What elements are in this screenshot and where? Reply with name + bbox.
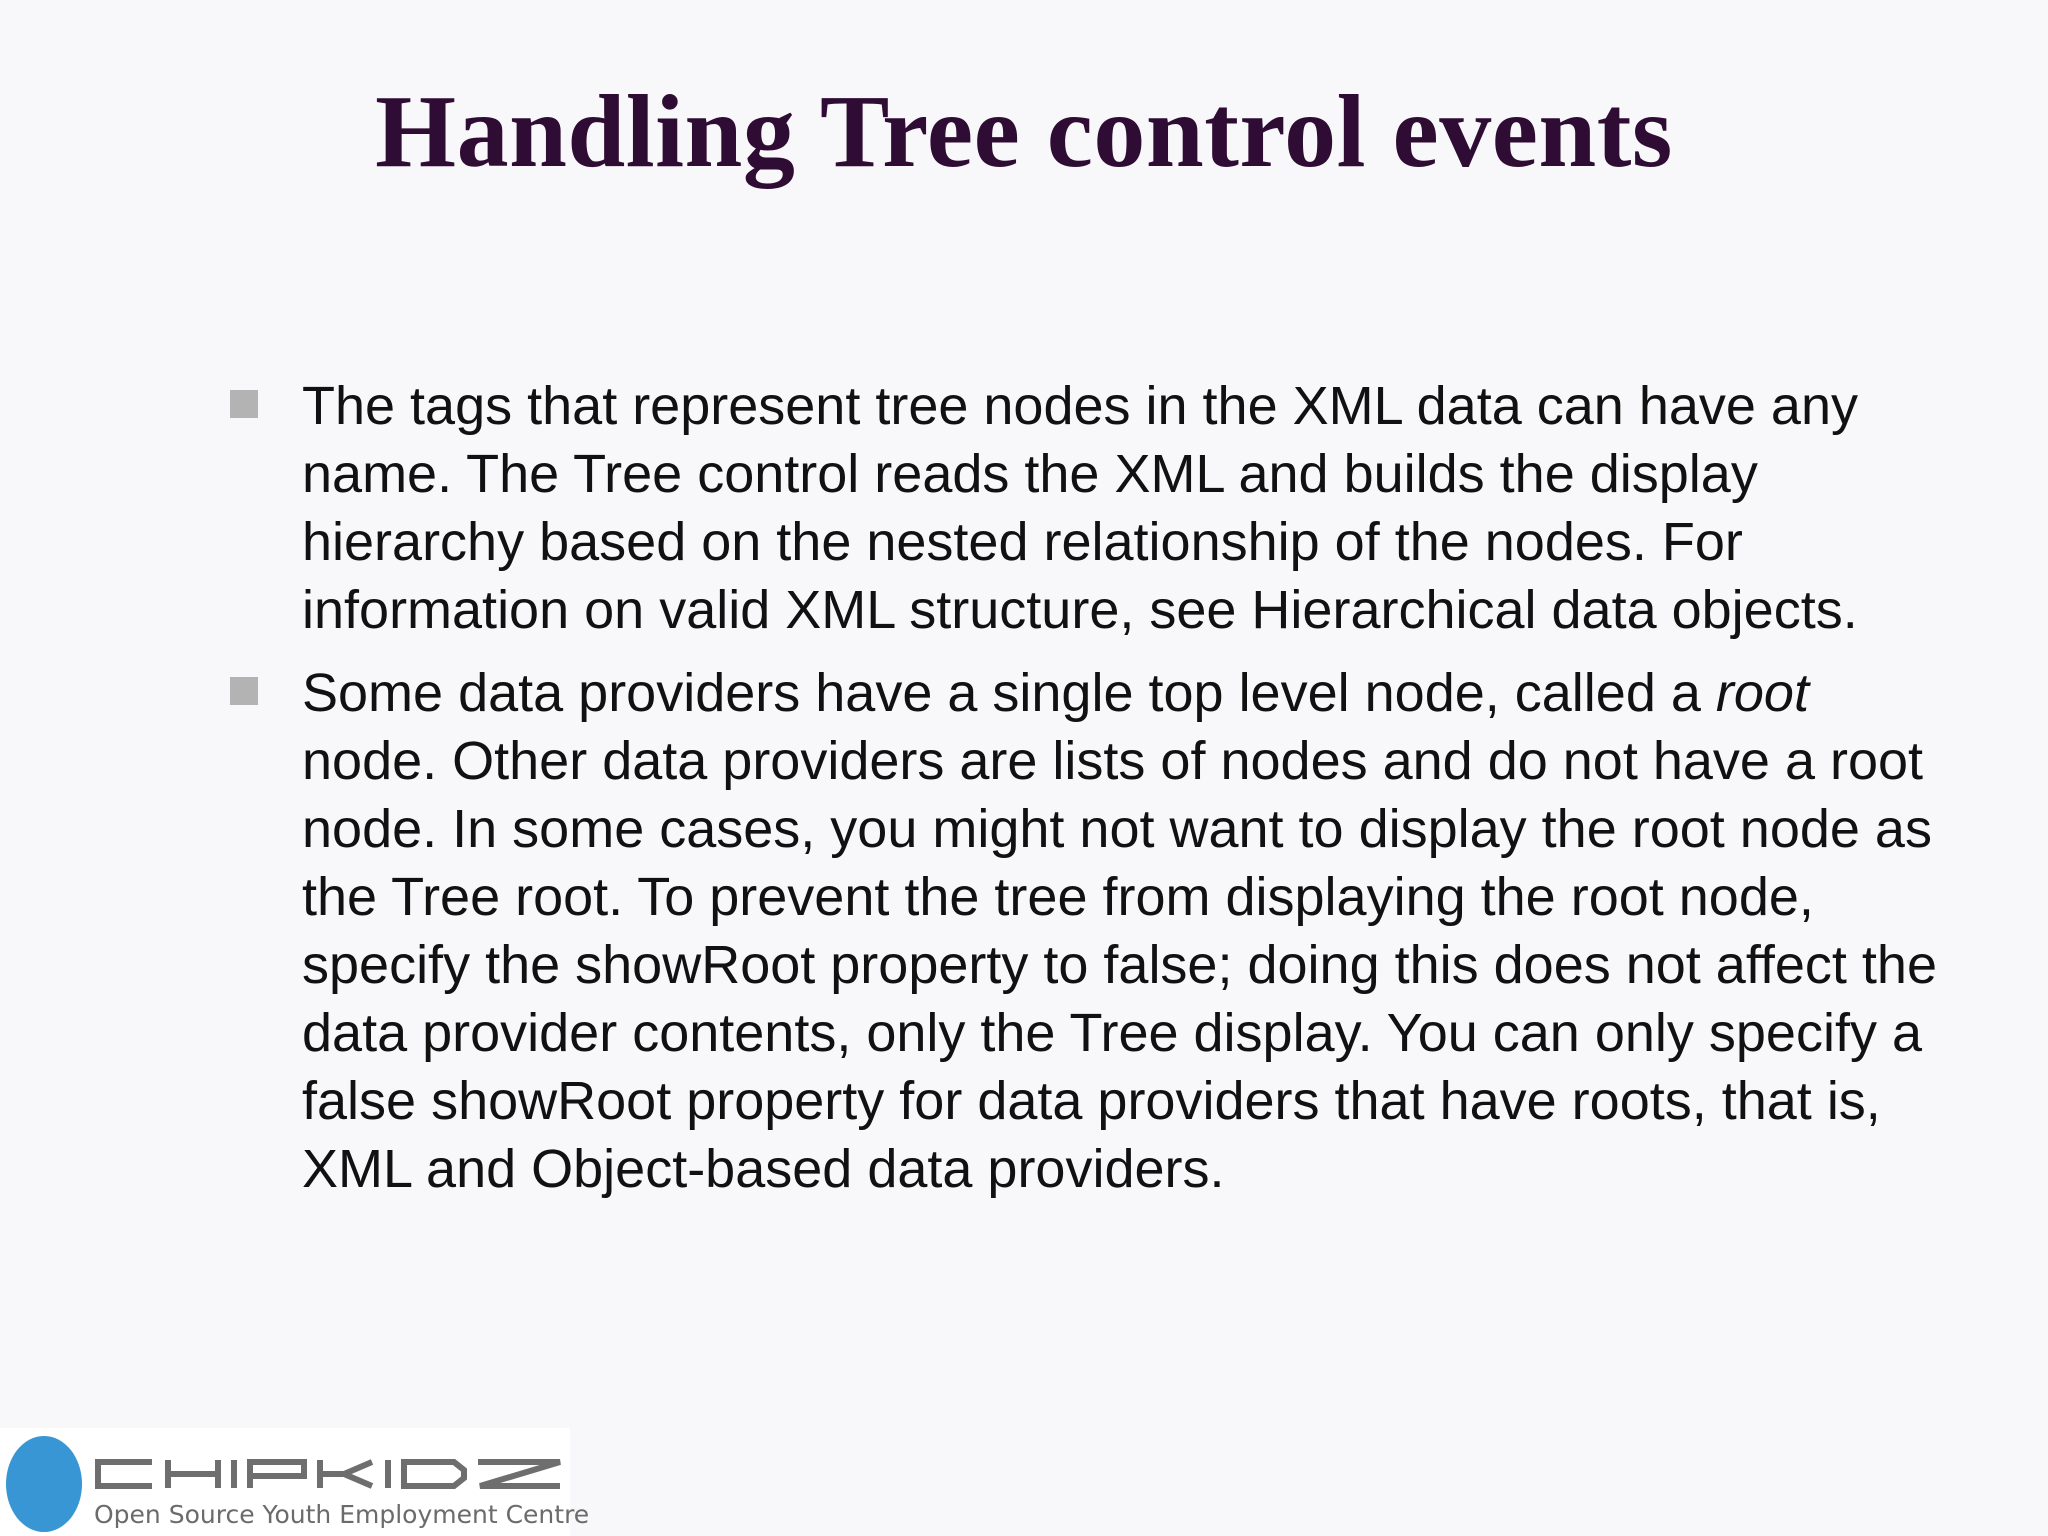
logo-tagline: Open Source Youth Employment Centre (94, 1500, 590, 1529)
bullet-item (230, 372, 1950, 644)
bullet-list (230, 372, 1950, 1218)
square-bullet-icon (230, 390, 258, 418)
chipkidz-logo (0, 1428, 590, 1536)
bullet-text: The tags that represent tree nodes in the XML data can have any name. The Tree control reads the XML and builds the display hierarchy based on the nested relationship of the nodes. For information on valid XML structure, see Hierarchical data objects. (302, 376, 1858, 640)
chipkidz-wordmark-logo (90, 1456, 570, 1492)
square-bullet-icon (230, 677, 258, 705)
logo-circle-icon (6, 1436, 82, 1532)
bullet-item (230, 659, 1950, 1203)
emphasis-text: root (1715, 663, 1809, 723)
slide-title: Handling Tree control events (375, 74, 1673, 189)
bullet-text: Some data providers have a single top level node, called a root node. Other data providers are lists of nodes and do not have a root node. In some cases, you might not want to display the root node as the Tree root. To prevent the tree from displaying the root node, specify the showRoot property to false; doing this does not affect the data provider contents, only the Tree display. You can only specify a false showRoot property for data providers that have roots, that is, XML and Object-based data providers. (302, 663, 1937, 1199)
